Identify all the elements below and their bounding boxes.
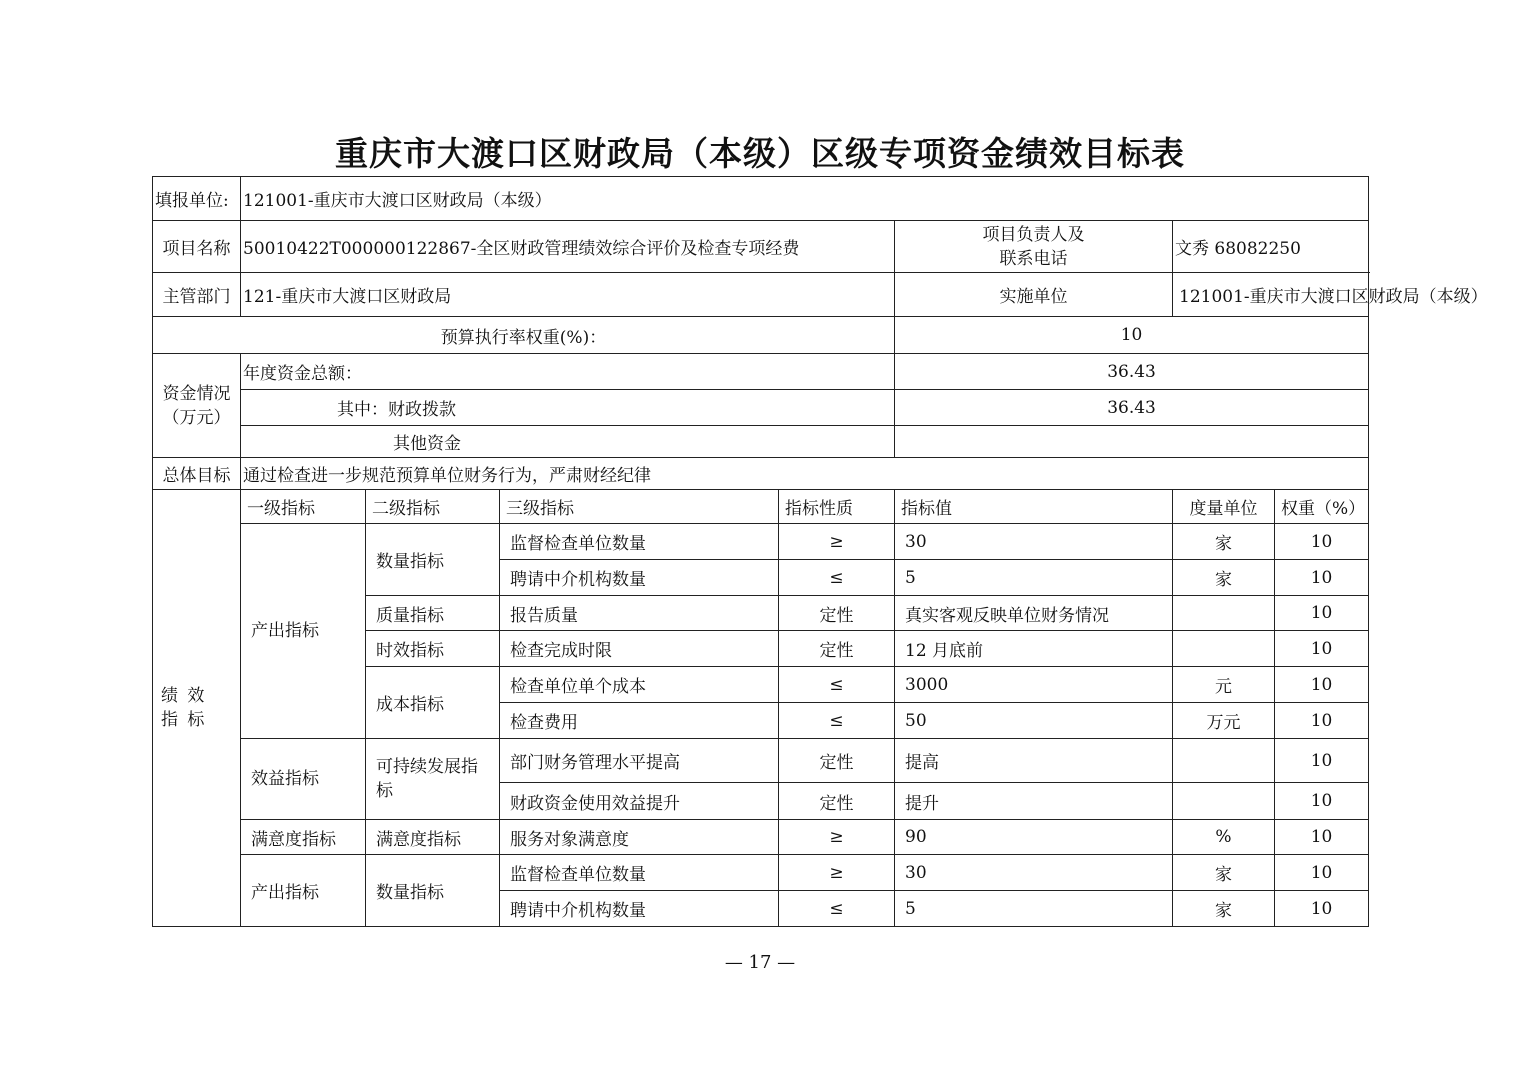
header-level1: 一级指标 [241,490,366,524]
funds-total-value: 36.43 [895,354,1369,390]
value-cell: 5 [895,560,1173,596]
weight-cell: 10 [1275,560,1369,596]
weight-cell: 10 [1275,820,1369,855]
nature-cell: ≥ [779,855,895,891]
weight-cell: 10 [1275,739,1369,783]
level3-cell: 报告质量 [500,596,779,631]
table-row [153,855,1369,891]
level1-satisfaction: 满意度指标 [241,820,366,855]
level3-cell: 服务对象满意度 [500,820,779,855]
perf-header-row [153,490,1369,524]
project-name-value: 50010422T000000122867-全区财政管理绩效综合评价及检查专项经费 [241,221,895,273]
table-row [153,739,1369,783]
level3-cell: 财政资金使用效益提升 [500,783,779,820]
page-title: 重庆市大渡口区财政局（本级）区级专项资金绩效目标表 [335,134,1185,173]
weight-cell: 10 [1275,783,1369,820]
value-cell: 3000 [895,667,1173,703]
reporting-unit-value: 121001-重庆市大渡口区财政局（本级） [241,177,1369,221]
nature-cell: 定性 [779,783,895,820]
value-cell: 30 [895,855,1173,891]
funds-label [153,354,241,458]
contact-value: 文秀 68082250 [1173,221,1369,273]
level1-output-2: 产出指标 [241,855,366,927]
header-value: 指标值 [895,490,1173,524]
value-cell: 30 [895,524,1173,560]
funds-total-row [153,354,1369,390]
weight-cell: 10 [1275,524,1369,560]
level3-cell: 监督检查单位数量 [500,524,779,560]
funds-other-value [895,426,1369,458]
budget-rate-value: 10 [895,317,1369,354]
unit-cell: 家 [1173,891,1275,927]
header-level2: 二级指标 [366,490,500,524]
funds-fiscal-row [153,390,1369,426]
unit-cell: % [1173,820,1275,855]
table-row [153,524,1369,560]
perf-section-label: 绩 效 指 标 [153,490,241,927]
funds-fiscal-value: 36.43 [895,390,1369,426]
contact-label [895,221,1173,273]
value-cell: 真实客观反映单位财务情况 [895,596,1173,631]
weight-cell: 10 [1275,855,1369,891]
project-name-label: 项目名称 [153,221,241,273]
nature-cell: ≤ [779,667,895,703]
level2-quality: 质量指标 [366,596,500,631]
level1-benefit: 效益指标 [241,739,366,820]
nature-cell: 定性 [779,631,895,667]
unit-cell: 万元 [1173,703,1275,739]
level1-output: 产出指标 [241,524,366,739]
level3-cell: 检查单位单个成本 [500,667,779,703]
funds-label-line1: 资金情况 [162,383,231,404]
value-cell: 5 [895,891,1173,927]
level2-sustainable: 可持续发展指标 [366,739,500,820]
funds-other-label: 其他资金 [241,426,895,458]
project-name-row [153,221,1369,273]
goal-value: 通过检查进一步规范预算单位财务行为，严肃财经纪律 [241,458,1369,490]
weight-cell: 10 [1275,891,1369,927]
level3-cell: 检查费用 [500,703,779,739]
nature-cell: 定性 [779,739,895,783]
header-nature: 指标性质 [779,490,895,524]
value-cell: 提高 [895,739,1173,783]
budget-rate-row [153,317,1369,354]
value-cell: 50 [895,703,1173,739]
nature-cell: ≤ [779,560,895,596]
level3-cell: 监督检查单位数量 [500,855,779,891]
level3-cell: 部门财务管理水平提高 [500,739,779,783]
nature-cell: ≤ [779,703,895,739]
level2-cost: 成本指标 [366,667,500,739]
reporting-unit-label: 填报单位: [153,177,241,221]
header-weight: 权重（%） [1275,490,1369,524]
level2-timeliness: 时效指标 [366,631,500,667]
impl-value: 121001-重庆市大渡口区财政局（本级） [1173,273,1369,317]
level2-quantity-2: 数量指标 [366,855,500,927]
unit-cell [1173,596,1275,631]
goal-row [153,458,1369,490]
goal-label: 总体目标 [153,458,241,490]
weight-cell: 10 [1275,596,1369,631]
contact-label-line1: 项目负责人及 [982,224,1085,245]
dept-value: 121-重庆市大渡口区财政局 [241,273,895,317]
impl-label: 实施单位 [895,273,1173,317]
page-number: — 17 — [724,952,796,973]
performance-target-table [152,176,1488,927]
nature-cell: ≥ [779,820,895,855]
unit-cell: 家 [1173,560,1275,596]
weight-cell: 10 [1275,667,1369,703]
value-cell: 提升 [895,783,1173,820]
dept-label: 主管部门 [153,273,241,317]
nature-cell: ≤ [779,891,895,927]
unit-cell [1173,631,1275,667]
level3-cell: 聘请中介机构数量 [500,891,779,927]
funds-other-row [153,426,1369,458]
header-level3: 三级指标 [500,490,779,524]
value-cell: 12 月底前 [895,631,1173,667]
level3-cell: 聘请中介机构数量 [500,560,779,596]
weight-cell: 10 [1275,703,1369,739]
contact-label-line2: 联系电话 [999,248,1068,269]
unit-cell: 家 [1173,855,1275,891]
funds-label-line2: （万元） [162,407,231,428]
funds-fiscal-label: 其中：财政拨款 [241,390,895,426]
reporting-unit-row [153,177,1369,221]
unit-cell: 家 [1173,524,1275,560]
weight-cell: 10 [1275,631,1369,667]
budget-rate-label: 预算执行率权重(%)： [153,317,895,354]
unit-cell [1173,739,1275,783]
nature-cell: 定性 [779,596,895,631]
table-row [153,820,1369,855]
nature-cell: ≥ [779,524,895,560]
unit-cell [1173,783,1275,820]
dept-row [153,273,1369,317]
value-cell: 90 [895,820,1173,855]
level2-satisfaction: 满意度指标 [366,820,500,855]
unit-cell: 元 [1173,667,1275,703]
header-unit: 度量单位 [1173,490,1275,524]
funds-total-label: 年度资金总额： [241,354,895,390]
level2-quantity: 数量指标 [366,524,500,596]
level3-cell: 检查完成时限 [500,631,779,667]
